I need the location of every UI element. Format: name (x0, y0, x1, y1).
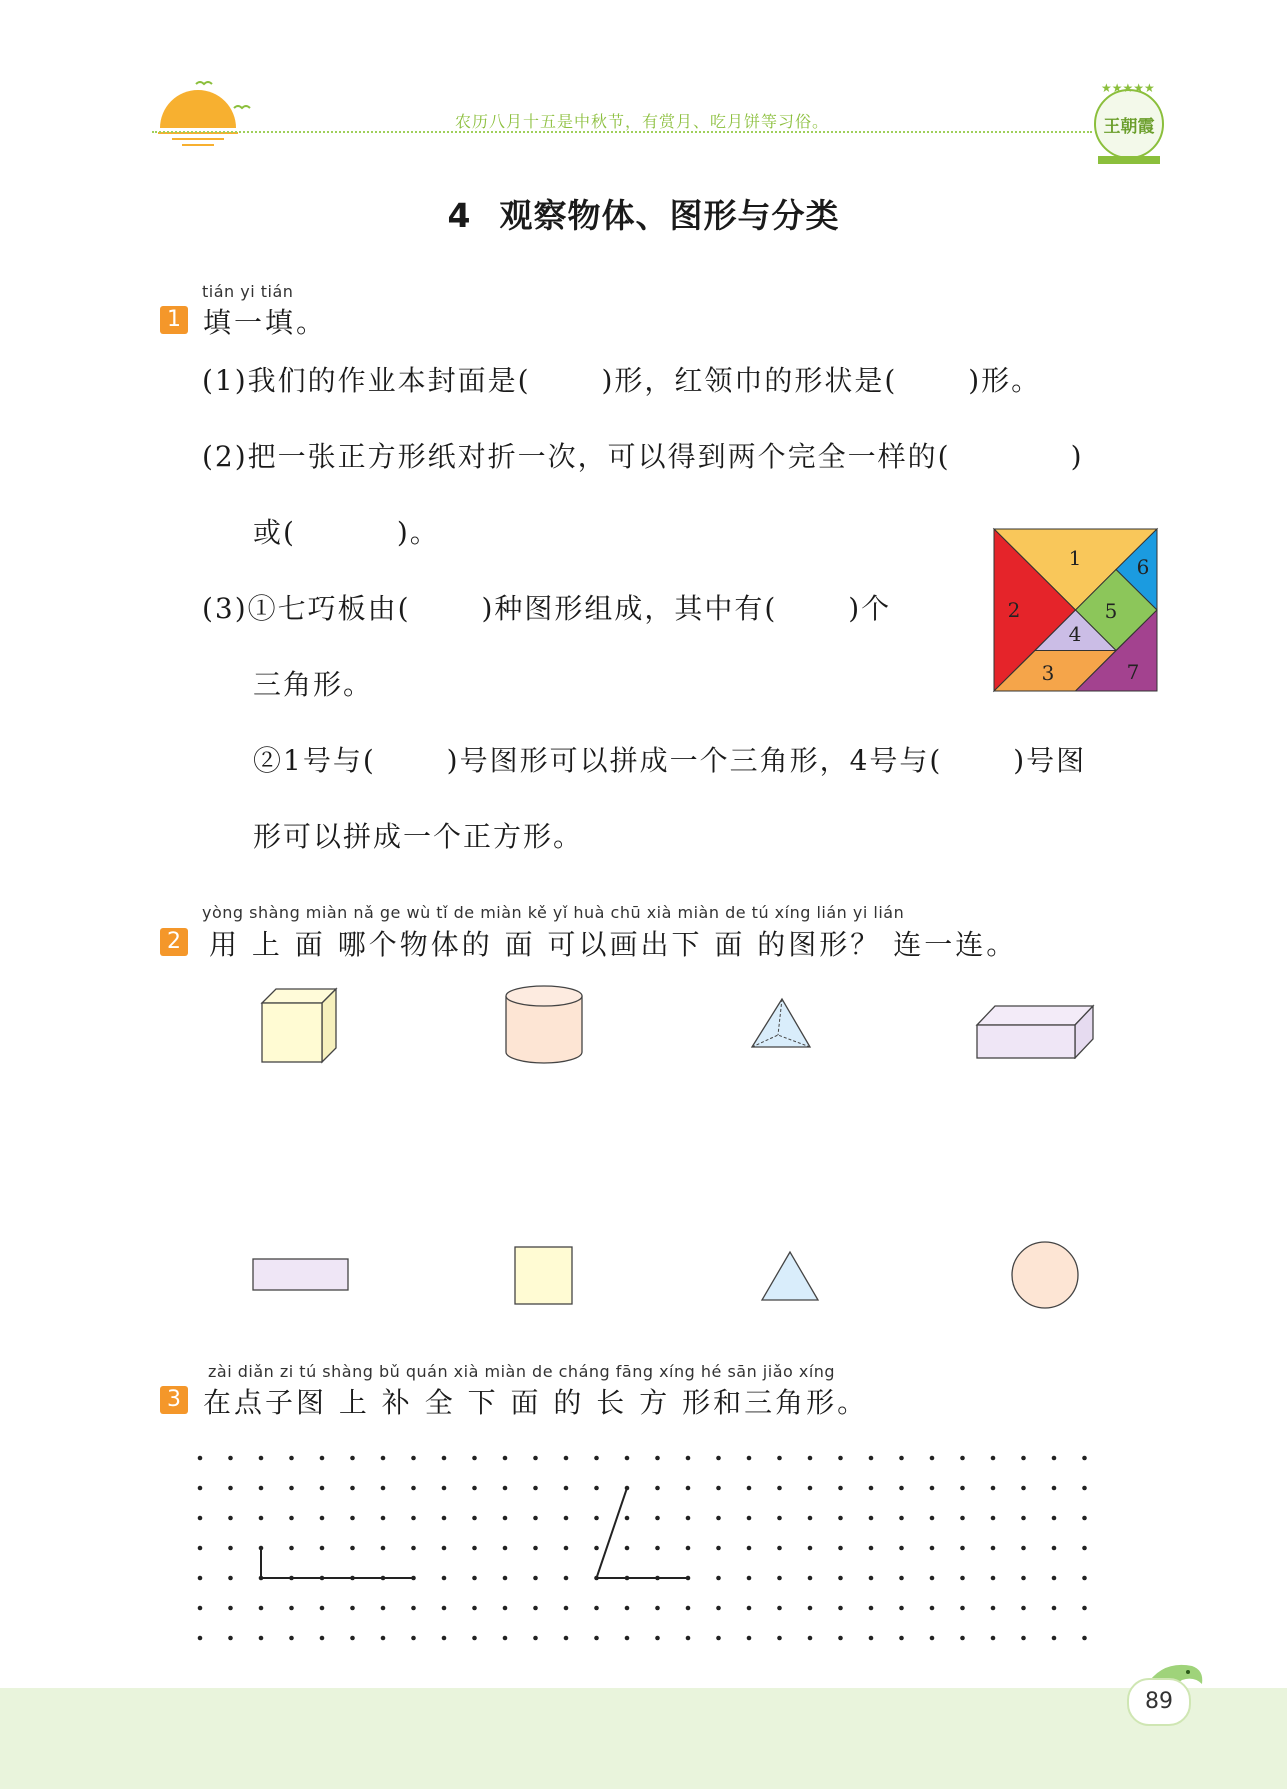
grid-dot[interactable] (1082, 1636, 1087, 1641)
grid-dot[interactable] (716, 1486, 721, 1491)
grid-dot[interactable] (777, 1576, 782, 1581)
section1-number: 1 (160, 306, 188, 334)
grid-dot[interactable] (411, 1606, 416, 1611)
grid-dot[interactable] (838, 1606, 843, 1611)
grid-dot[interactable] (869, 1636, 874, 1641)
tangram-label-1: 1 (1068, 546, 1082, 570)
grid-dot[interactable] (960, 1606, 965, 1611)
grid-dot[interactable] (320, 1516, 325, 1521)
grid-dot[interactable] (289, 1636, 294, 1641)
cube-icon[interactable] (258, 985, 338, 1065)
question-1-3-line4: 形可以拼成一个正方形。 (253, 820, 584, 853)
grid-dot[interactable] (381, 1636, 386, 1641)
grid-dot[interactable] (899, 1516, 904, 1521)
grid-dot[interactable] (533, 1576, 538, 1581)
grid-dot[interactable] (381, 1546, 386, 1551)
grid-dot[interactable] (533, 1486, 538, 1491)
grid-dot[interactable] (442, 1456, 447, 1461)
grid-dot[interactable] (503, 1546, 508, 1551)
grid-dot[interactable] (930, 1606, 935, 1611)
grid-dot[interactable] (838, 1516, 843, 1521)
grid-dot[interactable] (1082, 1456, 1087, 1461)
grid-dot[interactable] (564, 1546, 569, 1551)
page-number: 89 (1127, 1678, 1191, 1726)
tangram-figure (992, 527, 1159, 693)
grid-dot[interactable] (442, 1576, 447, 1581)
grid-dot[interactable] (655, 1516, 660, 1521)
grid-dot[interactable] (503, 1606, 508, 1611)
grid-dot[interactable] (991, 1486, 996, 1491)
grid-dot[interactable] (1021, 1516, 1026, 1521)
grid-dot[interactable] (1021, 1606, 1026, 1611)
grid-dot[interactable] (259, 1606, 264, 1611)
grid-dot[interactable] (594, 1606, 599, 1611)
grid-dot[interactable] (228, 1486, 233, 1491)
grid-dot[interactable] (991, 1606, 996, 1611)
grid-dot[interactable] (747, 1516, 752, 1521)
grid-dot[interactable] (625, 1546, 630, 1551)
grid-dot[interactable] (289, 1546, 294, 1551)
grid-dot[interactable] (655, 1636, 660, 1641)
grid-dot[interactable] (1082, 1516, 1087, 1521)
grid-dot[interactable] (869, 1606, 874, 1611)
grid-dot[interactable] (625, 1516, 630, 1521)
grid-dot[interactable] (869, 1546, 874, 1551)
grid-dot[interactable] (1021, 1546, 1026, 1551)
grid-dot[interactable] (594, 1636, 599, 1641)
grid-dot[interactable] (686, 1636, 691, 1641)
grid-dot[interactable] (777, 1606, 782, 1611)
grid-dot[interactable] (1082, 1606, 1087, 1611)
grid-dot[interactable] (808, 1636, 813, 1641)
brand-logo-text: 王朝霞 (1103, 117, 1155, 137)
grid-dot[interactable] (960, 1546, 965, 1551)
grid-dot[interactable] (716, 1546, 721, 1551)
grid-dot[interactable] (960, 1516, 965, 1521)
grid-dot[interactable] (808, 1486, 813, 1491)
grid-dot[interactable] (930, 1636, 935, 1641)
svg-text:★★★★★: ★★★★★ (1101, 81, 1155, 95)
grid-dot[interactable] (1021, 1576, 1026, 1581)
grid-dot[interactable] (442, 1606, 447, 1611)
pyramid-icon[interactable] (750, 997, 812, 1051)
grid-dot[interactable] (594, 1456, 599, 1461)
grid-dot[interactable] (1052, 1606, 1057, 1611)
grid-dot[interactable] (320, 1546, 325, 1551)
grid-dot[interactable] (472, 1546, 477, 1551)
grid-dot[interactable] (411, 1636, 416, 1641)
grid-dot[interactable] (899, 1456, 904, 1461)
grid-dot[interactable] (564, 1486, 569, 1491)
grid-dot[interactable] (838, 1486, 843, 1491)
header-subtitle: 农历八月十五是中秋节，有赏月、吃月饼等习俗。 (455, 112, 830, 131)
grid-dot[interactable] (686, 1516, 691, 1521)
grid-dot[interactable] (442, 1516, 447, 1521)
grid-dot[interactable] (1082, 1546, 1087, 1551)
grid-dot[interactable] (228, 1636, 233, 1641)
grid-dot[interactable] (381, 1486, 386, 1491)
grid-dot[interactable] (594, 1486, 599, 1491)
grid-dot[interactable] (320, 1486, 325, 1491)
grid-dot[interactable] (808, 1576, 813, 1581)
grid-dot[interactable] (472, 1456, 477, 1461)
grid-dot[interactable] (1052, 1636, 1057, 1641)
section3-pinyin: zài diǎn zi tú shàng bǔ quán xià miàn de cháng fāng xíng hé sān jiǎo xíng (208, 1362, 836, 1381)
grid-dot[interactable] (228, 1546, 233, 1551)
grid-dot[interactable] (991, 1456, 996, 1461)
grid-dot[interactable] (777, 1516, 782, 1521)
grid-dot[interactable] (686, 1606, 691, 1611)
grid-dot[interactable] (930, 1516, 935, 1521)
grid-dot[interactable] (198, 1606, 203, 1611)
grid-dot[interactable] (1021, 1636, 1026, 1641)
grid-dot[interactable] (533, 1606, 538, 1611)
grid-dot[interactable] (655, 1606, 660, 1611)
question-1-2-line1: (2)把一张正方形纸对折一次，可以得到两个完全一样的( ) (202, 440, 1084, 473)
tangram-label-5: 5 (1104, 599, 1118, 623)
grid-dot[interactable] (472, 1606, 477, 1611)
grid-dot[interactable] (899, 1636, 904, 1641)
tangram-label-7: 7 (1126, 660, 1140, 684)
grid-dot[interactable] (289, 1516, 294, 1521)
grid-dot[interactable] (503, 1486, 508, 1491)
section3-number: 3 (160, 1386, 188, 1414)
section1-pinyin: tián yi tián (202, 282, 294, 301)
grid-dot[interactable] (503, 1636, 508, 1641)
grid-dot[interactable] (1082, 1486, 1087, 1491)
grid-dot[interactable] (442, 1486, 447, 1491)
grid-dot[interactable] (533, 1456, 538, 1461)
grid-dot[interactable] (350, 1636, 355, 1641)
grid-dot[interactable] (808, 1546, 813, 1551)
grid-dot[interactable] (259, 1456, 264, 1461)
grid-dot[interactable] (350, 1486, 355, 1491)
grid-dot[interactable] (747, 1636, 752, 1641)
grid-dot[interactable] (350, 1456, 355, 1461)
grid-dot[interactable] (869, 1486, 874, 1491)
grid-dot[interactable] (686, 1486, 691, 1491)
grid-dot[interactable] (594, 1516, 599, 1521)
grid-dot[interactable] (747, 1456, 752, 1461)
grid-dot[interactable] (686, 1456, 691, 1461)
grid-dot[interactable] (320, 1456, 325, 1461)
grid-dot[interactable] (472, 1516, 477, 1521)
cylinder-icon[interactable] (503, 984, 585, 1066)
grid-dot[interactable] (228, 1516, 233, 1521)
grid-dot[interactable] (838, 1546, 843, 1551)
grid-dot[interactable] (960, 1486, 965, 1491)
grid-dot[interactable] (350, 1516, 355, 1521)
grid-dot[interactable] (259, 1516, 264, 1521)
grid-dot[interactable] (838, 1456, 843, 1461)
grid-dot[interactable] (564, 1576, 569, 1581)
grid-dot[interactable] (228, 1606, 233, 1611)
triangle-partial-side (597, 1488, 628, 1578)
grid-dot[interactable] (960, 1576, 965, 1581)
grid-dot[interactable] (777, 1486, 782, 1491)
grid-dot[interactable] (899, 1546, 904, 1551)
grid-dot[interactable] (991, 1576, 996, 1581)
grid-dot[interactable] (716, 1516, 721, 1521)
grid-dot[interactable] (1021, 1456, 1026, 1461)
grid-dot[interactable] (259, 1486, 264, 1491)
grid-dot[interactable] (930, 1456, 935, 1461)
grid-dot[interactable] (1052, 1546, 1057, 1551)
grid-dot[interactable] (503, 1576, 508, 1581)
grid-dot[interactable] (716, 1576, 721, 1581)
grid-dot[interactable] (320, 1606, 325, 1611)
grid-dot[interactable] (747, 1576, 752, 1581)
grid-dot[interactable] (564, 1636, 569, 1641)
grid-dot[interactable] (198, 1546, 203, 1551)
rectangle-icon[interactable] (252, 1258, 350, 1292)
grid-dot[interactable] (381, 1606, 386, 1611)
grid-dot[interactable] (503, 1456, 508, 1461)
grid-dot[interactable] (899, 1576, 904, 1581)
grid-dot[interactable] (289, 1606, 294, 1611)
grid-dot[interactable] (747, 1546, 752, 1551)
grid-dot[interactable] (1082, 1576, 1087, 1581)
grid-dot[interactable] (381, 1456, 386, 1461)
grid-dot[interactable] (899, 1486, 904, 1491)
grid-dot[interactable] (869, 1516, 874, 1521)
grid-dot[interactable] (655, 1456, 660, 1461)
grid-dot[interactable] (198, 1516, 203, 1521)
grid-dot[interactable] (411, 1456, 416, 1461)
grid-dot[interactable] (991, 1636, 996, 1641)
grid-dot[interactable] (808, 1516, 813, 1521)
tangram-label-3: 3 (1041, 661, 1055, 685)
grid-dot[interactable] (838, 1576, 843, 1581)
grid-dot[interactable] (594, 1546, 599, 1551)
grid-dot[interactable] (533, 1636, 538, 1641)
grid-dot[interactable] (442, 1636, 447, 1641)
grid-dot[interactable] (838, 1636, 843, 1641)
grid-dot[interactable] (472, 1486, 477, 1491)
sunset-decoration-icon (150, 76, 260, 156)
tangram-label-4: 4 (1068, 622, 1082, 646)
grid-dot[interactable] (625, 1636, 630, 1641)
grid-dot[interactable] (564, 1606, 569, 1611)
grid-dot[interactable] (289, 1456, 294, 1461)
page-title (0, 190, 1287, 237)
tangram-label-6: 6 (1136, 555, 1150, 579)
question-1-3-line1: (3)①七巧板由( )种图形组成，其中有( )个 (202, 592, 892, 625)
grid-dot[interactable] (716, 1606, 721, 1611)
grid-dot[interactable] (1021, 1486, 1026, 1491)
grid-dot[interactable] (533, 1546, 538, 1551)
section2-heading: 用 上 面 哪个物体的 面 可以画出下 面 的图形？ 连一连。 (209, 928, 1018, 961)
grid-dot[interactable] (930, 1576, 935, 1581)
grid-dot[interactable] (289, 1486, 294, 1491)
grid-dot[interactable] (228, 1456, 233, 1461)
grid-dot[interactable] (747, 1486, 752, 1491)
triangle-icon[interactable] (760, 1250, 820, 1302)
grid-dot[interactable] (655, 1486, 660, 1491)
grid-dot[interactable] (411, 1516, 416, 1521)
grid-dot[interactable] (228, 1576, 233, 1581)
grid-dot[interactable] (1052, 1576, 1057, 1581)
grid-dot[interactable] (198, 1456, 203, 1461)
grid-dot[interactable] (777, 1636, 782, 1641)
question-1-3-line3: ②1号与( )号图形可以拼成一个三角形，4号与( )号图 (253, 744, 1087, 777)
square-icon[interactable] (514, 1246, 574, 1306)
grid-dot[interactable] (991, 1516, 996, 1521)
section1-heading: 填一填。 (203, 306, 328, 339)
grid-dot[interactable] (777, 1546, 782, 1551)
grid-dot[interactable] (655, 1546, 660, 1551)
grid-dot[interactable] (625, 1456, 630, 1461)
circle-icon[interactable] (1010, 1240, 1080, 1310)
grid-dot[interactable] (960, 1456, 965, 1461)
grid-dot[interactable] (564, 1456, 569, 1461)
section3-heading: 在点子图 上 补 全 下 面 的 长 方 形和三角形。 (203, 1386, 869, 1419)
grid-dot[interactable] (808, 1456, 813, 1461)
grid-dot[interactable] (747, 1606, 752, 1611)
grid-dot[interactable] (198, 1636, 203, 1641)
grid-dot[interactable] (533, 1516, 538, 1521)
grid-dot[interactable] (198, 1576, 203, 1581)
grid-dot[interactable] (381, 1516, 386, 1521)
grid-dot[interactable] (350, 1606, 355, 1611)
grid-dot[interactable] (198, 1486, 203, 1491)
grid-dot[interactable] (930, 1546, 935, 1551)
grid-dot[interactable] (899, 1606, 904, 1611)
grid-dot[interactable] (686, 1546, 691, 1551)
grid-dot[interactable] (411, 1546, 416, 1551)
tangram-label-2: 2 (1007, 598, 1021, 622)
grid-dot[interactable] (1052, 1516, 1057, 1521)
section2-pinyin: yòng shàng miàn nǎ ge wù tǐ de miàn kě yǐ huà chū xià miàn de tú xíng lián yi lián (202, 903, 905, 922)
chapter-title: 观察物体、图形与分类 (499, 196, 840, 235)
grid-dot[interactable] (503, 1516, 508, 1521)
grid-dot[interactable] (472, 1576, 477, 1581)
question-1-2-line2: 或( )。 (253, 516, 440, 549)
grid-dot[interactable] (960, 1636, 965, 1641)
grid-dot[interactable] (350, 1546, 355, 1551)
grid-dot[interactable] (442, 1546, 447, 1551)
grid-dot[interactable] (716, 1636, 721, 1641)
grid-dot[interactable] (869, 1576, 874, 1581)
grid-dot[interactable] (411, 1486, 416, 1491)
grid-dot[interactable] (716, 1456, 721, 1461)
dot-grid[interactable] (190, 1446, 1110, 1646)
grid-dot[interactable] (1052, 1456, 1057, 1461)
chapter-number: 4 (447, 196, 472, 235)
grid-dot[interactable] (259, 1636, 264, 1641)
grid-dot[interactable] (869, 1456, 874, 1461)
grid-dot[interactable] (991, 1546, 996, 1551)
grid-dot[interactable] (564, 1516, 569, 1521)
grid-dot[interactable] (930, 1486, 935, 1491)
grid-dot[interactable] (777, 1456, 782, 1461)
question-1-3-line2: 三角形。 (253, 668, 374, 701)
footer-band (0, 1688, 1287, 1789)
grid-dot[interactable] (1052, 1486, 1057, 1491)
cuboid-icon[interactable] (975, 1003, 1095, 1059)
grid-dot[interactable] (320, 1636, 325, 1641)
grid-dot[interactable] (625, 1606, 630, 1611)
grid-dot[interactable] (808, 1606, 813, 1611)
question-1-1: (1)我们的作业本封面是( )形，红领巾的形状是( )形。 (202, 364, 1042, 397)
grid-dot[interactable] (472, 1636, 477, 1641)
section2-number: 2 (160, 928, 188, 956)
